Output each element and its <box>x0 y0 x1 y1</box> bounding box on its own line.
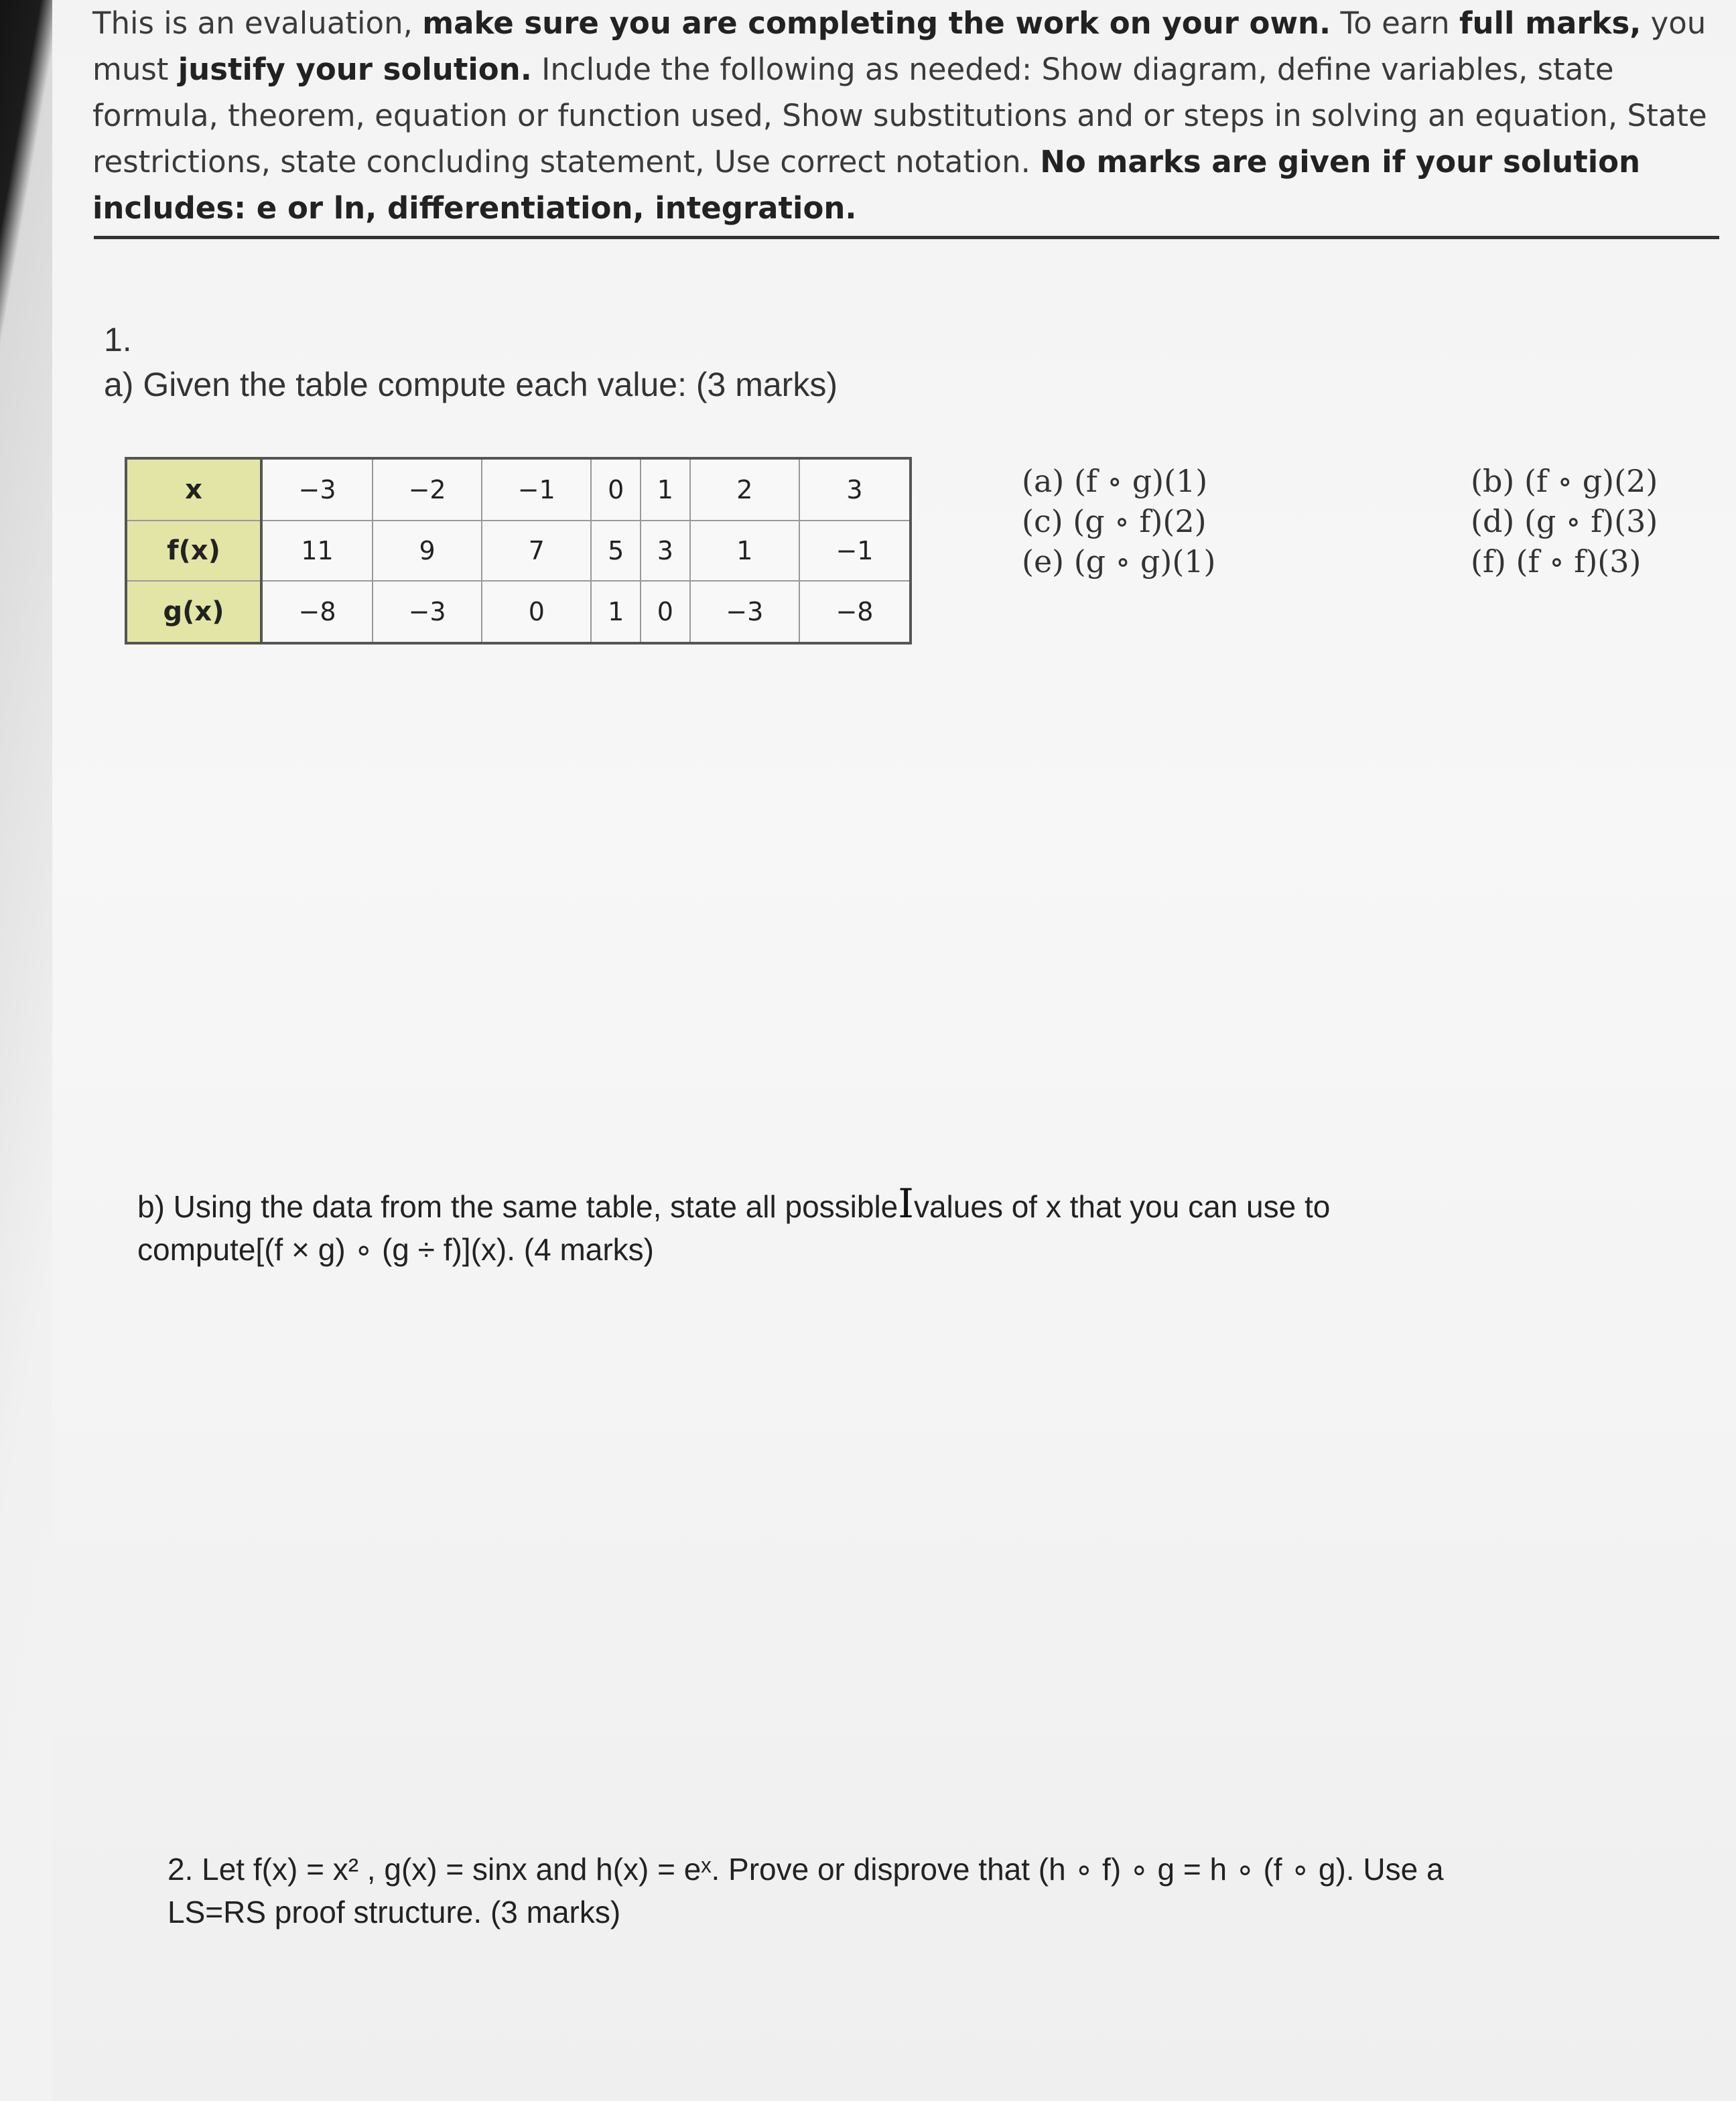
table-cell: −8 <box>261 581 373 643</box>
table-cell: 2 <box>690 458 799 521</box>
table-cell: 1 <box>690 521 799 582</box>
table-cell: −2 <box>373 458 482 521</box>
table-cell: −1 <box>799 521 911 582</box>
instructions-text-4: full marks, <box>1459 5 1642 41</box>
question-2-line-1: 2. Let f(x) = x² , g(x) = sinx and h(x) = eˣ. Prove or disprove that (h ∘ f) ∘ g = h ∘ (f ∘ g). Use a <box>168 1852 1444 1887</box>
table-row-x <box>126 458 911 521</box>
row-label-g: g(x) <box>126 581 261 643</box>
instructions-text-8: No marks are given if your solution includes: e or ln, differentiation, integration. <box>92 144 1641 226</box>
composition-item: (b) (f ∘ g)(2) <box>1471 463 1658 499</box>
compositions-left <box>1022 461 1215 582</box>
table-cell: 3 <box>799 458 911 521</box>
table-cell: 0 <box>591 458 641 521</box>
table-cell: 0 <box>482 581 591 643</box>
table-cell: −1 <box>482 458 591 521</box>
question-1b-prompt <box>137 1182 1477 1271</box>
composition-item: (d) (g ∘ f)(3) <box>1471 503 1658 539</box>
instructions-text-6: justify your solution. <box>178 52 532 87</box>
table-cell: −3 <box>373 581 482 643</box>
instructions-block <box>92 0 1727 231</box>
question-1b-line-1-end: values of x that you can use to <box>913 1189 1331 1224</box>
table-row-f <box>126 521 911 582</box>
question-1b-line-1: b) Using the data from the same table, state all possible <box>137 1189 898 1224</box>
composition-item: (f) (f ∘ f)(3) <box>1471 543 1642 580</box>
function-values-table <box>125 457 912 645</box>
table-cell: 1 <box>641 458 690 521</box>
table-cell: 7 <box>482 521 591 582</box>
question-1a-prompt: a) Given the table compute each value: (3 marks) <box>104 366 838 403</box>
table-cell: 11 <box>261 521 373 582</box>
table-cell: 0 <box>641 581 690 643</box>
text-cursor-icon: I <box>898 1180 914 1227</box>
table-cell: 9 <box>373 521 482 582</box>
row-label-x: x <box>126 458 261 521</box>
instructions-text-5: you must <box>92 5 1707 87</box>
table-row-g <box>126 581 911 643</box>
question-2-line-2: LS=RS proof structure. (3 marks) <box>168 1895 621 1929</box>
instructions-text-1: This is an evaluation, <box>92 5 423 41</box>
table-cell: −8 <box>799 581 911 643</box>
table-cell: 3 <box>641 521 690 582</box>
question-1b-line-2: compute[(f × g) ∘ (g ÷ f)](x). (4 marks) <box>137 1232 654 1267</box>
worksheet-page <box>52 0 1736 2101</box>
composition-item: (a) (f ∘ g)(1) <box>1022 463 1208 499</box>
instructions-text-3: To earn <box>1331 5 1459 41</box>
row-label-f: f(x) <box>126 521 261 582</box>
table-cell: −3 <box>690 581 799 643</box>
instructions-text-7: Include the following as needed: Show diagram, define variables, state formula, theorem, equation or function used, Show substitutions and or steps in solving an equation, State restrictions, state concluding statement, Use correct notation. <box>92 52 1707 180</box>
compositions-right <box>1471 461 1658 582</box>
instructions-text-2: make sure you are completing the work on your own. <box>422 5 1331 41</box>
composition-item: (e) (g ∘ g)(1) <box>1022 543 1216 580</box>
header-divider <box>94 236 1719 239</box>
question-1-number: 1. <box>104 321 132 358</box>
table-cell: −3 <box>261 458 373 521</box>
question-2-prompt <box>168 1848 1675 1934</box>
table-cell: 5 <box>591 521 641 582</box>
table-cell: 1 <box>591 581 641 643</box>
composition-item: (c) (g ∘ f)(2) <box>1022 503 1207 539</box>
